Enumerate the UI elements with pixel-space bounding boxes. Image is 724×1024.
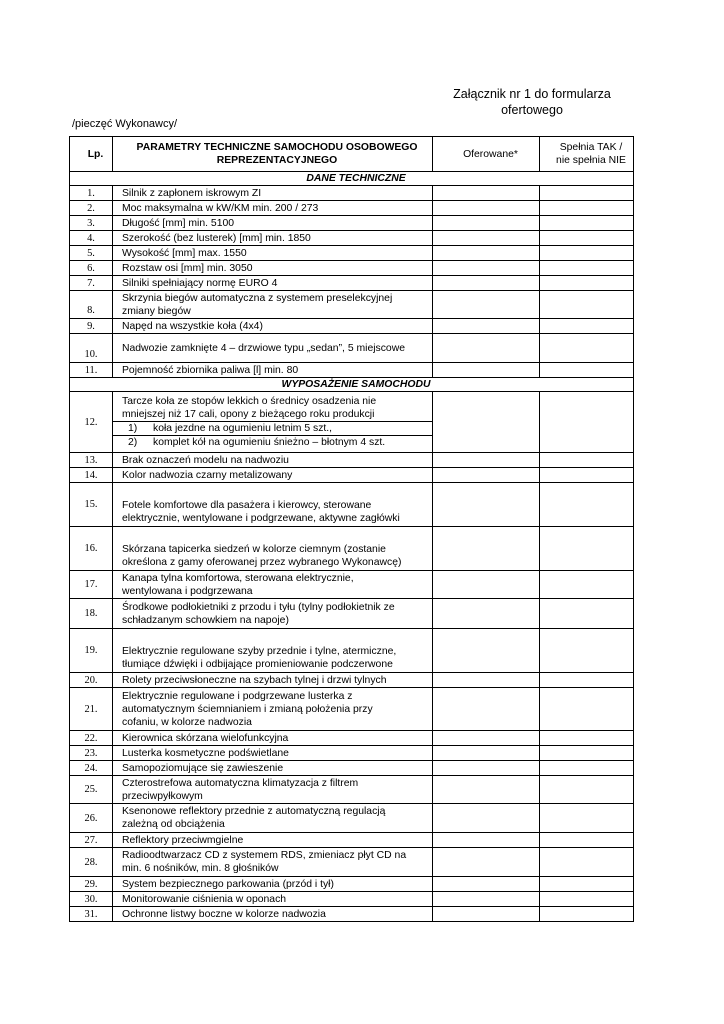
row-number: 19. xyxy=(70,629,113,673)
table-row xyxy=(70,231,634,246)
description-line: Długość [mm] min. 5100 xyxy=(122,217,235,229)
table-row xyxy=(70,201,634,216)
table-row xyxy=(70,319,634,334)
offered-value-cell[interactable] xyxy=(433,907,540,922)
row-number: 24. xyxy=(70,761,113,776)
compliance-cell[interactable] xyxy=(540,392,634,453)
description-line: Nadwozie zamknięte 4 – drzwiowe typu „sedan”, 5 miejscowe xyxy=(122,342,405,354)
row-number: 22. xyxy=(70,731,113,746)
compliance-cell[interactable] xyxy=(540,291,634,319)
compliance-cell[interactable] xyxy=(540,804,634,833)
row-description xyxy=(113,334,433,363)
row-number: 18. xyxy=(70,599,113,629)
row-description xyxy=(113,892,433,907)
row-description xyxy=(113,246,433,261)
description-line: Reflektory przeciwmgielne xyxy=(122,834,244,846)
compliance-cell[interactable] xyxy=(540,673,634,688)
row-number: 20. xyxy=(70,673,113,688)
row-description xyxy=(113,392,433,453)
row-description xyxy=(113,746,433,761)
row-number: 7. xyxy=(70,276,113,291)
row-description xyxy=(113,848,433,877)
offered-value-cell[interactable] xyxy=(433,599,540,629)
column-header-parameters xyxy=(113,137,433,172)
row-number: 10. xyxy=(70,334,113,363)
offered-value-cell[interactable] xyxy=(433,276,540,291)
column-header-compliance xyxy=(540,137,634,172)
compliance-cell[interactable] xyxy=(540,201,634,216)
row-number: 11. xyxy=(70,363,113,378)
specification-table xyxy=(69,136,634,922)
row-description xyxy=(113,291,433,319)
compliance-cell[interactable] xyxy=(540,319,634,334)
compliance-cell[interactable] xyxy=(540,571,634,599)
description-line: Rozstaw osi [mm] min. 3050 xyxy=(122,262,253,274)
column-header-offered: Oferowane* xyxy=(433,137,540,172)
compliance-cell[interactable] xyxy=(540,629,634,673)
offered-value-cell[interactable] xyxy=(433,848,540,877)
contractor-stamp-label: /pieczęć Wykonawcy/ xyxy=(72,118,178,130)
description-line: min. 6 nośników, min. 8 głośników xyxy=(122,863,279,874)
description-line: Skrzynia biegów automatyczna z systemem preselekcyjnej xyxy=(122,292,393,304)
description-line: mniejszej niż 17 cali, opony z bieżącego roku produkcji xyxy=(122,409,375,420)
row-description xyxy=(113,468,433,483)
offered-value-cell[interactable] xyxy=(433,688,540,731)
table-row xyxy=(70,276,634,291)
offered-value-cell[interactable] xyxy=(433,363,540,378)
compliance-cell[interactable] xyxy=(540,892,634,907)
description-line: Środkowe podłokietniki z przodu i tyłu (tylny podłokietnik ze xyxy=(122,601,395,613)
row-number: 14. xyxy=(70,468,113,483)
description-line: tłumiące dźwięki i odbijające promieniowanie podczerwone xyxy=(122,658,393,670)
description-line: elektrycznie, wentylowane i podgrzewane, aktywne zagłówki xyxy=(122,512,400,524)
section-equipment-row xyxy=(70,378,634,392)
description-line: Wysokość [mm] max. 1550 xyxy=(122,247,247,259)
description-line: Szerokość (bez lusterek) [mm] min. 1850 xyxy=(122,232,311,244)
description-line: zmiany biegów xyxy=(122,305,191,317)
description-line: Kanapa tylna komfortowa, sterowana elektrycznie, xyxy=(122,572,354,584)
table-row xyxy=(70,629,634,673)
column-header-parameters-line-1: PARAMETRY TECHNICZNE SAMOCHODU OSOBOWEGO xyxy=(136,142,418,153)
table-header-row xyxy=(70,137,634,172)
compliance-cell[interactable] xyxy=(540,527,634,571)
table-row xyxy=(70,673,634,688)
description-line: Elektrycznie regulowane szyby przednie i tylne, atermiczne, xyxy=(122,645,397,657)
offered-value-cell[interactable] xyxy=(433,776,540,804)
offered-value-cell[interactable] xyxy=(433,334,540,363)
row-number: 4. xyxy=(70,231,113,246)
row-number: 27. xyxy=(70,833,113,848)
row-number: 5. xyxy=(70,246,113,261)
row-description xyxy=(113,319,433,334)
description-line: Silniki spełniający normę EURO 4 xyxy=(122,277,278,289)
compliance-cell[interactable] xyxy=(540,848,634,877)
row-description xyxy=(113,363,433,378)
offered-value-cell[interactable] xyxy=(433,291,540,319)
description-line: Fotele komfortowe dla pasażera i kierowcy, sterowane xyxy=(122,499,372,511)
section-equipment: WYPOSAŻENIE SAMOCHODU xyxy=(70,378,634,392)
description-line: Napęd na wszystkie koła (4x4) xyxy=(122,320,263,332)
compliance-cell[interactable] xyxy=(540,216,634,231)
row-description xyxy=(113,907,433,922)
row-description xyxy=(113,571,433,599)
description-line: automatycznym ściemnianiem i zmianą położenia przy xyxy=(122,703,373,715)
annex-heading xyxy=(440,86,624,118)
description-line: Radioodtwarzacz CD z systemem RDS, zmieniacz płyt CD na xyxy=(122,850,407,861)
table-row xyxy=(70,746,634,761)
section-technical-data: DANE TECHNICZNE xyxy=(70,172,634,186)
row-number: 30. xyxy=(70,892,113,907)
row-description xyxy=(113,804,433,833)
row-number: 16. xyxy=(70,527,113,571)
row-description xyxy=(113,201,433,216)
row-number: 8. xyxy=(70,291,113,319)
table-row xyxy=(70,688,634,731)
description-line: przeciwpyłkowym xyxy=(122,790,203,802)
compliance-cell[interactable] xyxy=(540,907,634,922)
row-number: 26. xyxy=(70,804,113,833)
row-number: 12. xyxy=(70,392,113,453)
table-row xyxy=(70,877,634,892)
compliance-cell[interactable] xyxy=(540,231,634,246)
table-row xyxy=(70,599,634,629)
offered-value-cell[interactable] xyxy=(433,629,540,673)
table-row xyxy=(70,186,634,201)
offered-value-cell[interactable] xyxy=(433,527,540,571)
compliance-cell[interactable] xyxy=(540,363,634,378)
table-row xyxy=(70,291,634,319)
offered-value-cell[interactable] xyxy=(433,892,540,907)
description-line: wentylowana i podgrzewana xyxy=(122,585,253,597)
description-line: Samopoziomujące się zawieszenie xyxy=(122,762,284,774)
compliance-cell[interactable] xyxy=(540,483,634,527)
section-technical-data-row xyxy=(70,172,634,186)
compliance-cell[interactable] xyxy=(540,334,634,363)
row-description xyxy=(113,599,433,629)
table-row xyxy=(70,804,634,833)
row-description xyxy=(113,527,433,571)
sub-item-number: 2) xyxy=(128,437,138,448)
compliance-cell[interactable] xyxy=(540,833,634,848)
compliance-cell[interactable] xyxy=(540,276,634,291)
description-line: Lusterka kosmetyczne podświetlane xyxy=(122,747,289,759)
table-row xyxy=(70,761,634,776)
row-description xyxy=(113,877,433,892)
row-description xyxy=(113,673,433,688)
offered-value-cell[interactable] xyxy=(433,731,540,746)
annex-line-1: Załącznik nr 1 do formularza xyxy=(453,87,611,101)
row-description xyxy=(113,261,433,276)
compliance-cell[interactable] xyxy=(540,246,634,261)
compliance-cell[interactable] xyxy=(540,746,634,761)
row-description xyxy=(113,629,433,673)
description-line: Elektrycznie regulowane i podgrzewane lusterka z xyxy=(122,690,353,702)
offered-value-cell[interactable] xyxy=(433,833,540,848)
description-line: Ksenonowe reflektory przednie z automatyczną regulacją xyxy=(122,806,386,817)
compliance-cell[interactable] xyxy=(540,599,634,629)
specification-table-body xyxy=(70,172,634,922)
description-line: Czterostrefowa automatyczna klimatyzacja z filtrem xyxy=(122,777,359,789)
column-header-compliance-line-1: Spełnia TAK / xyxy=(559,142,623,153)
compliance-cell[interactable] xyxy=(540,186,634,201)
table-row xyxy=(70,776,634,804)
description-line: Monitorowanie ciśnienia w oponach xyxy=(122,893,287,905)
table-row xyxy=(70,848,634,877)
sub-item-text: koła jezdne na ogumieniu letnim 5 szt., xyxy=(153,423,333,434)
offered-value-cell[interactable] xyxy=(433,804,540,833)
column-header-lp: Lp. xyxy=(70,137,113,172)
offered-value-cell[interactable] xyxy=(433,453,540,468)
description-line: schładzanym schowkiem na napoje) xyxy=(122,614,289,626)
row-description xyxy=(113,216,433,231)
compliance-cell[interactable] xyxy=(540,877,634,892)
row-description xyxy=(113,776,433,804)
compliance-cell[interactable] xyxy=(540,453,634,468)
compliance-cell[interactable] xyxy=(540,688,634,731)
table-row xyxy=(70,571,634,599)
sub-item-text: komplet kół na ogumieniu śnieżno – błotnym 4 szt. xyxy=(153,437,386,448)
table-row xyxy=(70,246,634,261)
description-line: Ochronne listwy boczne w kolorze nadwozia xyxy=(122,908,326,920)
description-line: Rolety przeciwsłoneczne na szybach tylnej i drzwi tylnych xyxy=(122,674,387,686)
description-line: określona z gamy oferowanej przez wybranego Wykonawcę) xyxy=(122,556,402,568)
compliance-cell[interactable] xyxy=(540,468,634,483)
offered-value-cell[interactable] xyxy=(433,761,540,776)
description-line: Brak oznaczeń modelu na nadwoziu xyxy=(122,454,289,466)
offered-value-cell[interactable] xyxy=(433,186,540,201)
compliance-cell[interactable] xyxy=(540,761,634,776)
offered-value-cell[interactable] xyxy=(433,392,540,453)
table-row xyxy=(70,261,634,276)
offered-value-cell[interactable] xyxy=(433,673,540,688)
row-number: 1. xyxy=(70,186,113,201)
table-row xyxy=(70,334,634,363)
row-number: 13. xyxy=(70,453,113,468)
row-description xyxy=(113,731,433,746)
sub-item xyxy=(113,421,432,435)
row-number: 23. xyxy=(70,746,113,761)
table-row xyxy=(70,216,634,231)
row-number: 25. xyxy=(70,776,113,804)
sub-item-number: 1) xyxy=(128,423,138,434)
offered-value-cell[interactable] xyxy=(433,231,540,246)
row-description xyxy=(113,688,433,731)
description-line: zależną od obciążenia xyxy=(122,819,225,830)
offered-value-cell[interactable] xyxy=(433,571,540,599)
row-number: 2. xyxy=(70,201,113,216)
row-description xyxy=(113,833,433,848)
description-line: System bezpiecznego parkowania (przód i tył) xyxy=(122,878,334,890)
row-description xyxy=(113,231,433,246)
description-line: cofaniu, w kolorze nadwozia xyxy=(122,716,252,728)
description-line: Silnik z zapłonem iskrowym ZI xyxy=(122,187,262,199)
row-description xyxy=(113,186,433,201)
row-description xyxy=(113,276,433,291)
table-row xyxy=(70,363,634,378)
table-row xyxy=(70,483,634,527)
column-header-parameters-line-2: REPREZENTACYJNEGO xyxy=(216,155,338,166)
offered-value-cell[interactable] xyxy=(433,319,540,334)
description-line: Pojemność zbiornika paliwa [l] min. 80 xyxy=(122,364,299,376)
table-row xyxy=(70,833,634,848)
table-row xyxy=(70,892,634,907)
offered-value-cell[interactable] xyxy=(433,746,540,761)
table-row xyxy=(70,468,634,483)
row-number: 6. xyxy=(70,261,113,276)
table-row xyxy=(70,731,634,746)
offered-value-cell[interactable] xyxy=(433,201,540,216)
row-description xyxy=(113,483,433,527)
description-line: Tarcze koła ze stopów lekkich o średnicy osadzenia nie xyxy=(122,396,377,407)
offered-value-cell[interactable] xyxy=(433,246,540,261)
description-line: Kierownica skórzana wielofunkcyjna xyxy=(122,732,289,744)
offered-value-cell[interactable] xyxy=(433,468,540,483)
offered-value-cell[interactable] xyxy=(433,216,540,231)
row-number: 31. xyxy=(70,907,113,922)
table-row xyxy=(70,907,634,922)
annex-line-2: ofertowego xyxy=(501,103,563,117)
row-number: 17. xyxy=(70,571,113,599)
row-description xyxy=(113,453,433,468)
table-row xyxy=(70,392,634,453)
row-number: 15. xyxy=(70,483,113,527)
compliance-cell[interactable] xyxy=(540,261,634,276)
sub-item xyxy=(113,435,432,449)
column-header-compliance-line-2: nie spełnia NIE xyxy=(556,155,626,166)
table-row xyxy=(70,527,634,571)
table-row xyxy=(70,453,634,468)
row-number: 9. xyxy=(70,319,113,334)
compliance-cell[interactable] xyxy=(540,776,634,804)
compliance-cell[interactable] xyxy=(540,731,634,746)
row-number: 3. xyxy=(70,216,113,231)
row-number: 29. xyxy=(70,877,113,892)
row-number: 28. xyxy=(70,848,113,877)
row-number: 21. xyxy=(70,688,113,731)
row-description xyxy=(113,761,433,776)
offered-value-cell[interactable] xyxy=(433,261,540,276)
description-line: Kolor nadwozia czarny metalizowany xyxy=(122,469,293,481)
description-line: Moc maksymalna w kW/KM min. 200 / 273 xyxy=(122,202,319,214)
description-line: Skórzana tapicerka siedzeń w kolorze ciemnym (zostanie xyxy=(122,543,386,555)
offered-value-cell[interactable] xyxy=(433,483,540,527)
offered-value-cell[interactable] xyxy=(433,877,540,892)
